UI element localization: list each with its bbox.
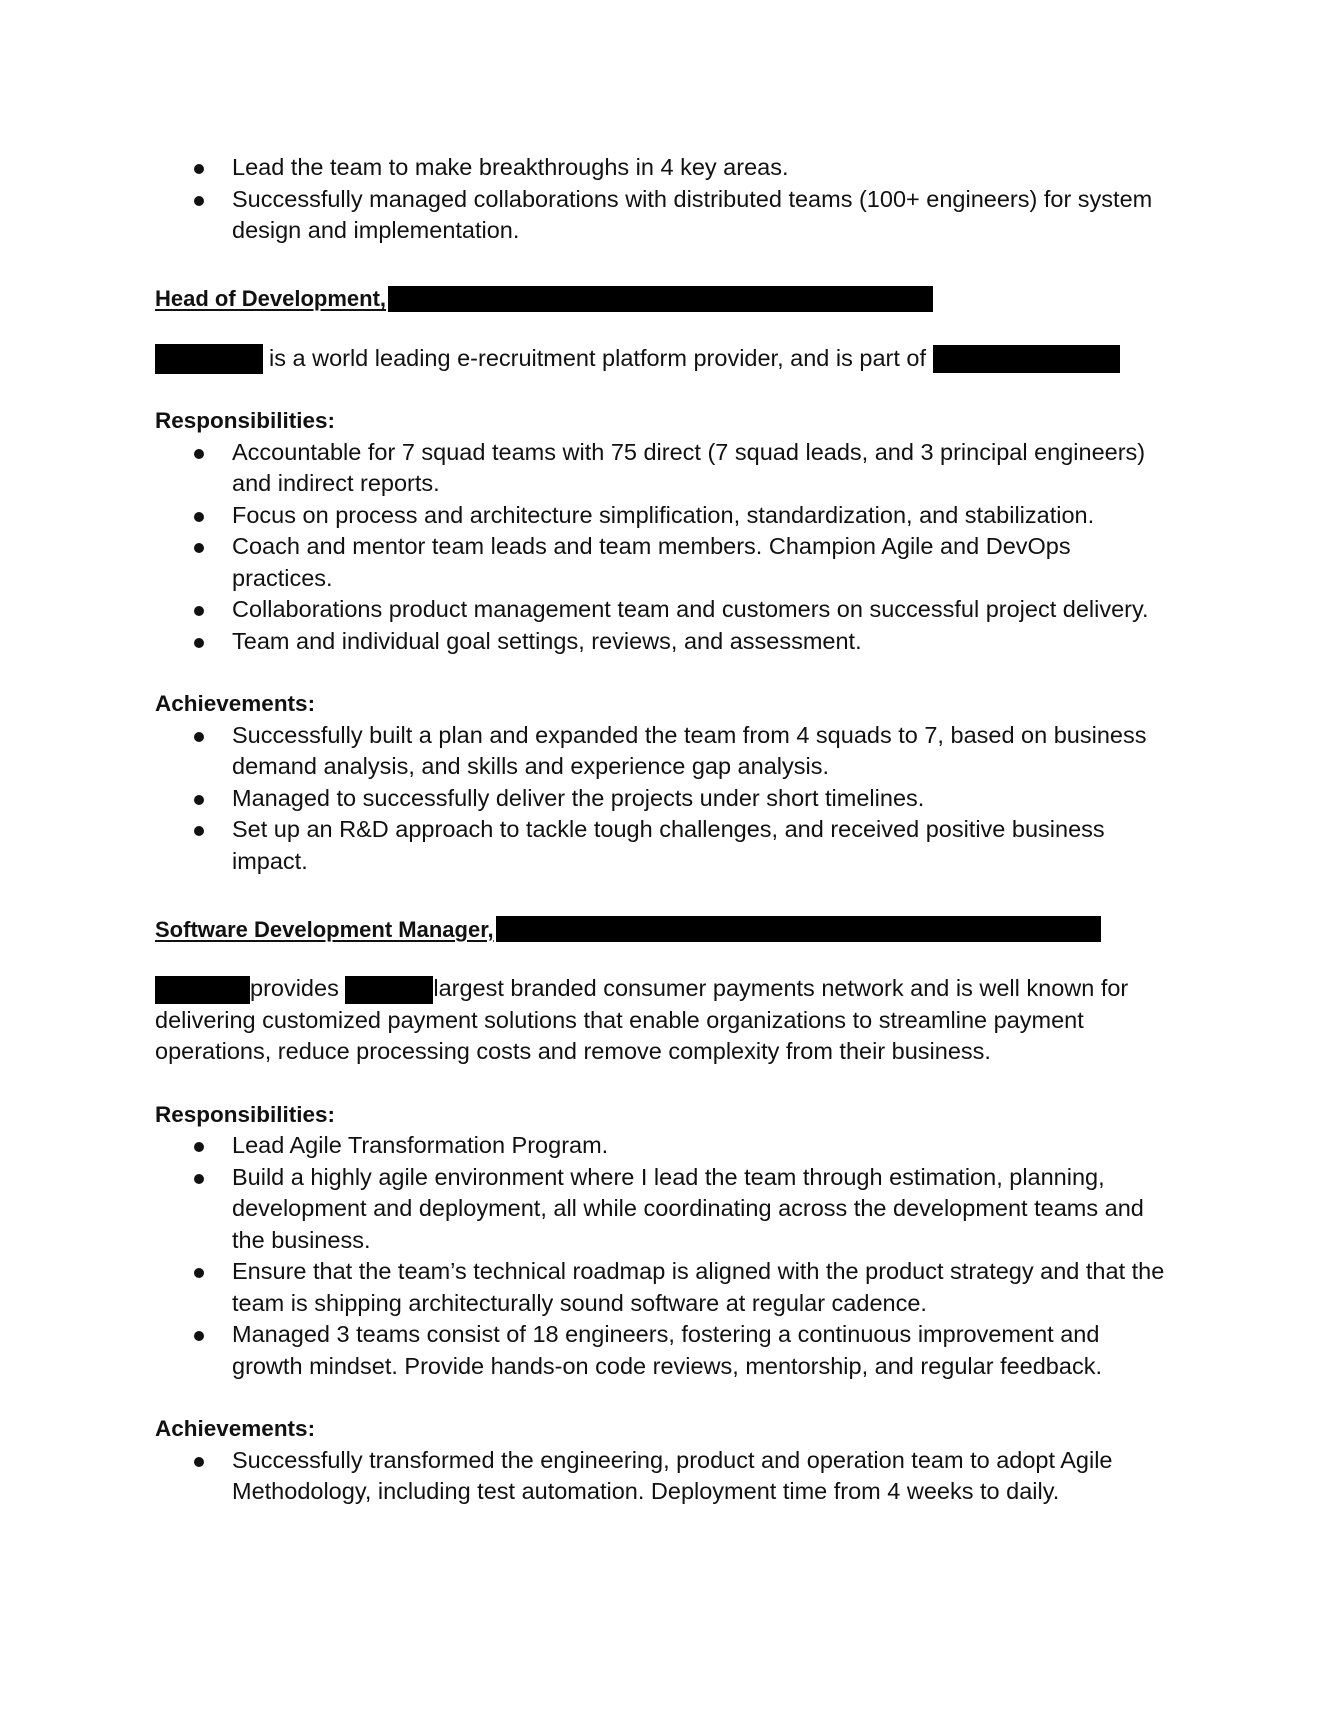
list-item: Managed 3 teams consist of 18 engineers, fostering a continuous improvement and growth mindset. Provide hands-on code reviews, mentorship, and regular feedback. xyxy=(155,1319,1175,1382)
list-item: Focus on process and architecture simplification, standardization, and stabilization. xyxy=(155,500,1175,532)
company-description xyxy=(155,973,1175,1068)
company-description-text: provides xyxy=(250,975,339,1002)
list-item: Accountable for 7 squad teams with 75 direct (7 squad leads, and 3 principal engineers) and indirect reports. xyxy=(155,437,1175,500)
job-title: Software Development Manager, xyxy=(155,916,494,942)
job-title: Head of Development, xyxy=(155,286,387,311)
section-heading: Responsibilities: xyxy=(155,408,336,434)
list-item: Successfully managed collaborations with distributed teams (100+ engineers) for system design and implementation. xyxy=(155,184,1175,247)
redaction-block xyxy=(345,976,433,1004)
list-item: Collaborations product management team and customers on successful project delivery. xyxy=(155,594,1175,626)
section-heading: Achievements: xyxy=(155,691,316,717)
redaction-block xyxy=(155,976,250,1004)
list-item: Set up an R&D approach to tackle tough challenges, and received positive business impact. xyxy=(155,814,1175,877)
list-item: Successfully built a plan and expanded the team from 4 squads to 7, based on business demand analysis, and skills and experience gap analysis. xyxy=(155,720,1175,783)
redaction-block xyxy=(933,345,1120,373)
redaction-block xyxy=(155,344,263,374)
achievements-list xyxy=(155,720,1175,878)
list-item: Lead the team to make breakthroughs in 4 key areas. xyxy=(155,152,1175,184)
responsibilities-list xyxy=(155,1130,1175,1382)
redaction-block xyxy=(388,286,933,312)
list-item: Managed to successfully deliver the projects under short timelines. xyxy=(155,783,1175,815)
redaction-block xyxy=(496,916,1101,942)
section-heading: Achievements: xyxy=(155,1416,316,1442)
list-item: Team and individual goal settings, reviews, and assessment. xyxy=(155,626,1175,658)
achievements-list xyxy=(155,1445,1175,1508)
company-description-text: largest branded consumer payments network and is well known for delivering customized payment solutions that enable organizations to streamline payment operations, reduce processing costs and remove complexity from their business. xyxy=(155,975,1129,1065)
resume-page xyxy=(155,152,1175,1508)
list-item: Ensure that the team’s technical roadmap is aligned with the product strategy and that the team is shipping architecturally sound software at regular cadence. xyxy=(155,1256,1175,1319)
job-title-line xyxy=(155,911,1175,945)
company-description-text: is a world leading e-recruitment platform provider, and is part of xyxy=(269,344,927,371)
intro-bullet-list xyxy=(155,152,1175,247)
list-item: Lead Agile Transformation Program. xyxy=(155,1130,1175,1162)
list-item: Build a highly agile environment where I lead the team through estimation, planning, development and deployment, all while coordinating across the development teams and the business. xyxy=(155,1162,1175,1257)
section-heading: Responsibilities: xyxy=(155,1101,336,1127)
list-item: Coach and mentor team leads and team members. Champion Agile and DevOps practices. xyxy=(155,531,1175,594)
list-item: Successfully transformed the engineering, product and operation team to adopt Agile Methodology, including test automation. Deployment time from 4 weeks to daily. xyxy=(155,1445,1175,1508)
responsibilities-list xyxy=(155,437,1175,658)
company-description xyxy=(155,343,1175,375)
job-title-line xyxy=(155,281,1175,315)
